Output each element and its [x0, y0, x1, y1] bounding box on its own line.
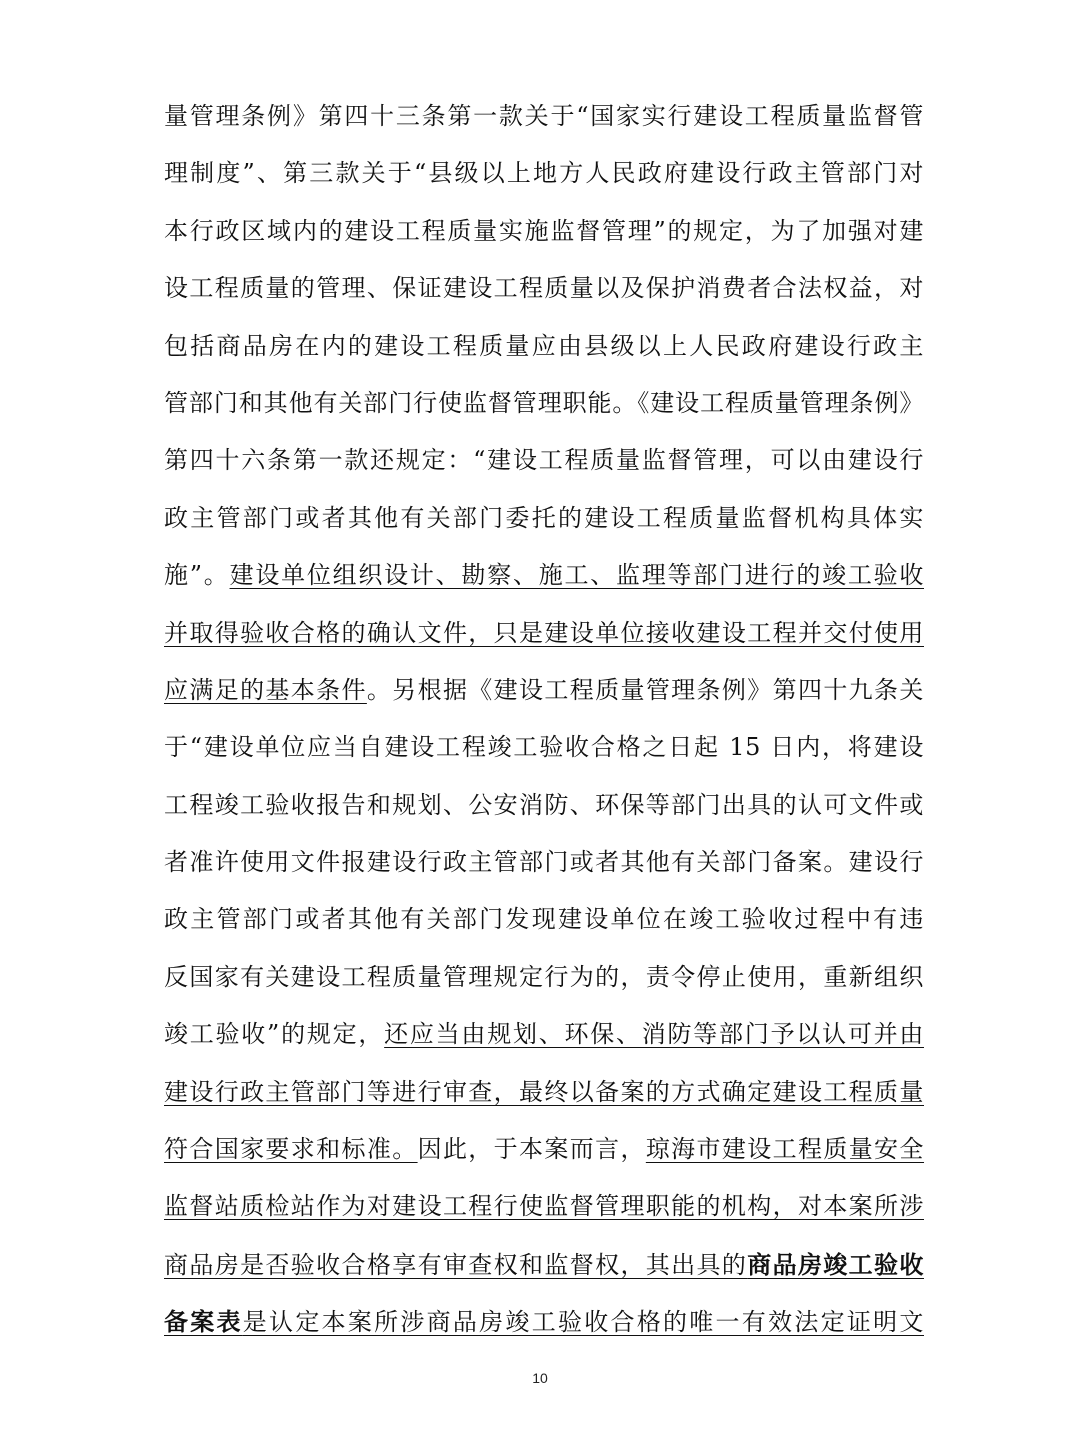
text-line: [164, 834, 924, 891]
text-segment: 施”。: [164, 561, 230, 590]
body-text: [164, 88, 924, 1351]
text-segment: 本行政区域内的建设工程质量实施监督管理”的规定，为了加强对建: [164, 216, 924, 245]
underlined-text: 建设单位组织设计、勘察、施工、监理等部门进行的竣工验收: [229, 561, 924, 590]
text-line: [164, 432, 924, 489]
bold-underlined-text: 商品房竣工验收: [747, 1249, 924, 1279]
text-line: [164, 88, 924, 145]
underlined-text: 商品房是否验收合格享有审查权和监督权，其出具的: [164, 1250, 748, 1279]
text-line: [164, 547, 924, 604]
text-segment: 政主管部门或者其他有关部门发现建设单位在竣工验收过程中有违: [164, 905, 924, 934]
text-line: [164, 260, 924, 317]
text-line: [164, 375, 924, 432]
text-segment: 因此，于本案而言，: [417, 1135, 646, 1164]
text-line: [164, 1236, 924, 1293]
text-line: [164, 1178, 924, 1235]
text-line: [164, 1006, 924, 1063]
text-line: [164, 1293, 924, 1350]
page-number: 10: [532, 1370, 548, 1386]
text-segment: 第四十六条第一款还规定：“建设工程质量监督管理，可以由建设行: [164, 446, 924, 475]
text-line: [164, 1121, 924, 1178]
text-line: [164, 318, 924, 375]
text-segment: 。另根据《建设工程质量管理条例》第四十九条关: [366, 675, 924, 704]
text-segment: 政主管部门或者其他有关部门委托的建设工程质量监督机构具体实: [164, 503, 924, 532]
underlined-text: 建设行政主管部门等进行审查，最终以备案的方式确定建设工程质量: [164, 1077, 924, 1106]
text-segment: 工程竣工验收报告和规划、公安消防、环保等部门出具的认可文件或: [164, 790, 924, 819]
text-segment: 于“建设单位应当自建设工程竣工验收合格之日起 15 日内，将建设: [164, 733, 924, 762]
text-line: [164, 1064, 924, 1121]
text-segment: 反国家有关建设工程质量管理规定行为的，责令停止使用，重新组织: [164, 962, 924, 991]
bold-underlined-text: 备案表: [164, 1307, 243, 1337]
text-segment: 量管理条例》第四十三条第一款关于“国家实行建设工程质量监督管: [164, 102, 924, 130]
underlined-text: 应满足的基本条件: [164, 675, 367, 704]
text-segment: 理制度”、第三款关于“县级以上地方人民政府建设行政主管部门对: [164, 159, 924, 188]
text-line: [164, 891, 924, 948]
underlined-text: 还应当由规划、环保、消防等部门予以认可并由: [384, 1020, 924, 1049]
text-line: [164, 719, 924, 776]
text-segment: 包括商品房在内的建设工程质量应由县级以上人民政府建设行政主: [164, 331, 924, 360]
text-segment: 管部门和其他有关部门行使监督管理职能。《建设工程质量管理条例》: [164, 388, 924, 417]
underlined-text: 监督站质检站作为对建设工程行使监督管理职能的机构，对本案所涉: [164, 1192, 924, 1221]
text-line: [164, 145, 924, 202]
text-segment: 设工程质量的管理、保证建设工程质量以及保护消费者合法权益，对: [164, 274, 924, 303]
text-line: [164, 949, 924, 1006]
underlined-text: 并取得验收合格的确认文件，只是建设单位接收建设工程并交付使用: [164, 618, 924, 647]
text-segment: 竣工验收”的规定，: [164, 1020, 385, 1049]
text-segment: 者准许使用文件报建设行政主管部门或者其他有关部门备案。建设行: [164, 848, 924, 877]
text-line: [164, 605, 924, 662]
text-line: [164, 203, 924, 260]
text-line: [164, 777, 924, 834]
underlined-text: 是认定本案所涉商品房竣工验收合格的唯一有效法定证明文: [242, 1308, 924, 1337]
text-line: [164, 662, 924, 719]
underlined-text: 琼海市建设工程质量安全: [645, 1135, 925, 1164]
underlined-text: 符合国家要求和标准。: [164, 1135, 418, 1164]
text-line: [164, 490, 924, 547]
